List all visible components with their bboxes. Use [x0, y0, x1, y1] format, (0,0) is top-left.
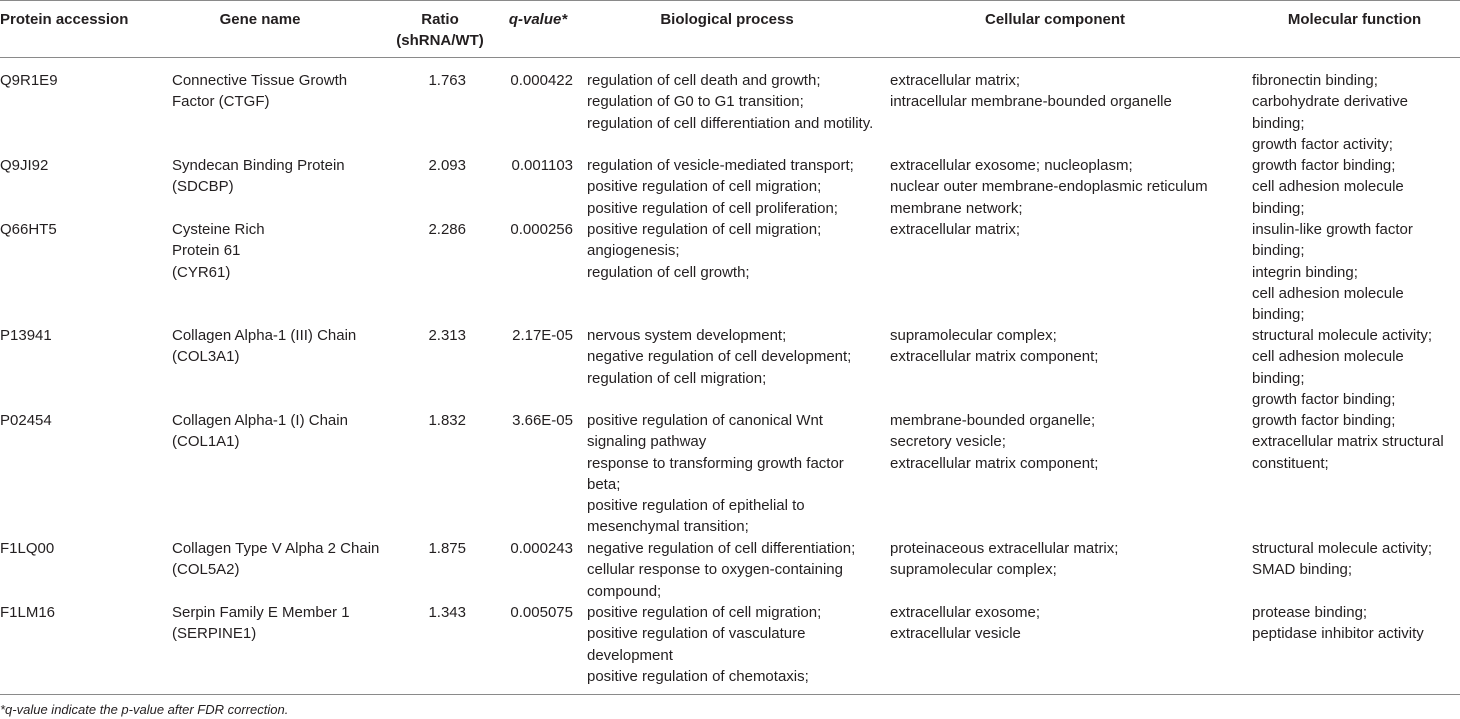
cell-gene-name-line: Syndecan Binding Protein [172, 157, 345, 174]
cell-biological-process-line: positive regulation of chemotaxis; [587, 667, 809, 685]
cell-gene-name-line: (CYR61) [172, 263, 231, 281]
header-q-value [498, 9, 578, 30]
cell-cellular-component-line: supramolecular complex; [890, 561, 1057, 579]
cell-gene-name-line: (COL3A1) [172, 348, 240, 366]
table-header-rule [0, 57, 1460, 58]
cell-ratio: 1.875 [428, 540, 466, 557]
cell-cellular-component-line: membrane-bounded organelle; [890, 412, 1096, 429]
cell-protein-accession: F1LM16 [0, 604, 56, 621]
cell-biological-process-line: positive regulation of cell proliferation; [587, 199, 838, 217]
cell-biological-process-line: nervous system development; [587, 327, 787, 344]
cell-molecular-function-line: growth factor activity; [1252, 135, 1393, 153]
cell-biological-process-line: regulation of vesicle-mediated transport; [587, 157, 854, 174]
cell-biological-process-line: mesenchymal transition; [587, 518, 749, 536]
cell-biological-process-line: cellular response to oxygen-containing [587, 561, 843, 579]
cell-q-value: 0.000256 [510, 221, 573, 238]
cell-cellular-component [890, 602, 1040, 645]
cell-biological-process-line: positive regulation of cell migration; [587, 221, 822, 238]
cell-biological-process [587, 602, 821, 687]
cell-molecular-function-line: growth factor binding; [1252, 412, 1396, 429]
cell-biological-process-line: regulation of cell differentiation and motility. [587, 114, 874, 132]
cell-gene-name [172, 70, 347, 113]
cell-gene-name-line: Cysteine Rich [172, 221, 265, 238]
cell-cellular-component [890, 70, 1172, 113]
cell-gene-name-line: Collagen Alpha-1 (III) Chain [172, 327, 357, 344]
cell-biological-process [587, 70, 873, 134]
cell-ratio: 2.093 [428, 157, 466, 174]
cell-gene-name [172, 602, 350, 645]
cell-biological-process-line: positive regulation of cell migration; [587, 178, 822, 196]
cell-molecular-function-line: extracellular matrix structural [1252, 433, 1444, 451]
cell-ratio: 1.832 [428, 412, 466, 429]
cell-q-value: 2.17E-05 [512, 327, 573, 344]
header-ratio [395, 9, 485, 51]
cell-protein-accession: P02454 [0, 412, 52, 429]
cell-biological-process [587, 410, 844, 538]
cell-biological-process-line: regulation of cell growth; [587, 263, 750, 281]
cell-molecular-function-line: growth factor binding; [1252, 157, 1396, 174]
cell-molecular-function [1252, 538, 1432, 581]
cell-cellular-component-line: membrane network; [890, 199, 1023, 217]
cell-ratio: 2.313 [428, 327, 466, 344]
table-bottom-rule [0, 694, 1460, 695]
cell-q-value: 0.000422 [510, 72, 573, 89]
table-footnote: *q-value indicate the p-value after FDR correction. [0, 702, 289, 717]
cell-ratio: 2.286 [428, 221, 466, 238]
cell-biological-process-line: positive regulation of cell migration; [587, 604, 822, 621]
cell-biological-process-line: positive regulation of epithelial to [587, 497, 805, 515]
cell-cellular-component-line: nuclear outer membrane-endoplasmic reticulum [890, 178, 1208, 196]
table-top-rule [0, 0, 1460, 1]
cell-gene-name-line: (COL5A2) [172, 561, 240, 579]
cell-biological-process-line: development [587, 646, 673, 664]
cell-cellular-component-line: secretory vesicle; [890, 433, 1006, 451]
cell-molecular-function-line: carbohydrate derivative [1252, 93, 1408, 111]
cell-molecular-function-line: growth factor binding; [1252, 390, 1396, 408]
cell-biological-process-line: positive regulation of vasculature [587, 625, 806, 643]
cell-q-value: 3.66E-05 [512, 412, 573, 429]
cell-cellular-component [890, 155, 1208, 219]
cell-cellular-component-line: proteinaceous extracellular matrix; [890, 540, 1119, 557]
cell-molecular-function-line: binding; [1252, 114, 1305, 132]
cell-molecular-function-line: SMAD binding; [1252, 561, 1353, 579]
cell-ratio: 1.763 [428, 72, 466, 89]
cell-gene-name-line: Collagen Type V Alpha 2 Chain [172, 540, 380, 557]
cell-cellular-component-line: extracellular matrix component; [890, 454, 1099, 472]
cell-cellular-component-line: extracellular exosome; nucleoplasm; [890, 157, 1133, 174]
cell-molecular-function [1252, 219, 1413, 325]
cell-gene-name [172, 219, 265, 283]
cell-molecular-function [1252, 410, 1444, 474]
header-biological-process: Biological process [660, 11, 794, 28]
cell-biological-process [587, 538, 855, 602]
header-molecular-function: Molecular function [1287, 11, 1422, 28]
cell-biological-process-line: negative regulation of cell differentiation; [587, 540, 856, 557]
cell-molecular-function-line: binding; [1252, 242, 1305, 260]
cell-biological-process-line: angiogenesis; [587, 242, 680, 260]
cell-protein-accession: Q66HT5 [0, 221, 57, 238]
cell-q-value: 0.001103 [511, 157, 573, 174]
cell-biological-process-line: response to transforming growth factor [587, 454, 844, 472]
cell-molecular-function [1252, 70, 1408, 155]
cell-cellular-component-line: extracellular matrix component; [890, 348, 1099, 366]
cell-gene-name [172, 325, 356, 368]
cell-gene-name-line: (COL1A1) [172, 433, 240, 451]
cell-biological-process-line: positive regulation of canonical Wnt [587, 412, 823, 429]
cell-biological-process-line: negative regulation of cell development; [587, 348, 852, 366]
cell-gene-name-line: (SERPINE1) [172, 625, 257, 643]
cell-gene-name [172, 538, 379, 581]
cell-gene-name-line: Connective Tissue Growth [172, 72, 348, 89]
cell-molecular-function-line: insulin-like growth factor [1252, 221, 1413, 238]
header-gene-name: Gene name [219, 11, 301, 28]
cell-molecular-function-line: cell adhesion molecule [1252, 178, 1404, 196]
cell-gene-name-line: Collagen Alpha-1 (I) Chain [172, 412, 348, 429]
cell-biological-process-line: regulation of G0 to G1 transition; [587, 93, 804, 111]
cell-molecular-function-line: protease binding; [1252, 604, 1368, 621]
cell-gene-name-line: Protein 61 [172, 242, 241, 260]
cell-biological-process-line: signaling pathway [587, 433, 707, 451]
cell-q-value: 0.005075 [510, 604, 573, 621]
cell-biological-process-line: regulation of cell migration; [587, 369, 767, 387]
cell-q-value: 0.000243 [510, 540, 573, 557]
cell-biological-process [587, 155, 854, 219]
cell-molecular-function-line: fibronectin binding; [1252, 72, 1378, 89]
cell-molecular-function-line: constituent; [1252, 454, 1329, 472]
cell-gene-name [172, 155, 345, 198]
cell-cellular-component-line: extracellular exosome; [890, 604, 1041, 621]
cell-gene-name-line: Factor (CTGF) [172, 93, 270, 111]
cell-molecular-function-line: structural molecule activity; [1252, 540, 1433, 557]
header-ratio-line: Ratio [421, 11, 459, 28]
cell-molecular-function-line: structural molecule activity; [1252, 327, 1433, 344]
cell-molecular-function [1252, 325, 1432, 410]
cell-protein-accession: F1LQ00 [0, 540, 55, 557]
header-cellular-component: Cellular component [984, 11, 1126, 28]
cell-cellular-component-line: extracellular matrix; [890, 72, 1021, 89]
cell-cellular-component-line: extracellular matrix; [890, 221, 1021, 238]
cell-molecular-function [1252, 155, 1404, 219]
cell-biological-process [587, 325, 851, 389]
cell-cellular-component [890, 538, 1118, 581]
cell-cellular-component-line: supramolecular complex; [890, 327, 1057, 344]
cell-gene-name [172, 410, 348, 453]
cell-molecular-function-line: peptidase inhibitor activity [1252, 625, 1424, 643]
cell-protein-accession: Q9JI92 [0, 157, 49, 174]
cell-molecular-function-line: cell adhesion molecule [1252, 284, 1404, 302]
cell-gene-name-line: Serpin Family E Member 1 [172, 604, 350, 621]
cell-biological-process-line: regulation of cell death and growth; [587, 72, 821, 89]
cell-molecular-function [1252, 602, 1424, 645]
cell-cellular-component-line: extracellular vesicle [890, 625, 1021, 643]
header-ratio-line: (shRNA/WT) [396, 32, 484, 49]
cell-protein-accession: Q9R1E9 [0, 72, 58, 89]
cell-cellular-component-line: intracellular membrane-bounded organelle [890, 93, 1172, 111]
cell-ratio: 1.343 [428, 604, 466, 621]
cell-cellular-component [890, 325, 1098, 368]
cell-gene-name-line: (SDCBP) [172, 178, 234, 196]
cell-molecular-function-line: integrin binding; [1252, 263, 1358, 281]
cell-cellular-component [890, 410, 1098, 474]
cell-molecular-function-line: binding; [1252, 199, 1305, 217]
header-protein-accession: Protein accession [0, 11, 129, 28]
cell-molecular-function-line: binding; [1252, 369, 1305, 387]
cell-molecular-function-line: cell adhesion molecule [1252, 348, 1404, 366]
cell-biological-process [587, 219, 821, 283]
cell-biological-process-line: beta; [587, 475, 621, 493]
cell-cellular-component [890, 219, 1020, 240]
header-q-value-text: q-value* [508, 11, 568, 28]
cell-molecular-function-line: binding; [1252, 306, 1305, 324]
cell-biological-process-line: compound; [587, 582, 662, 600]
cell-protein-accession: P13941 [0, 327, 52, 344]
